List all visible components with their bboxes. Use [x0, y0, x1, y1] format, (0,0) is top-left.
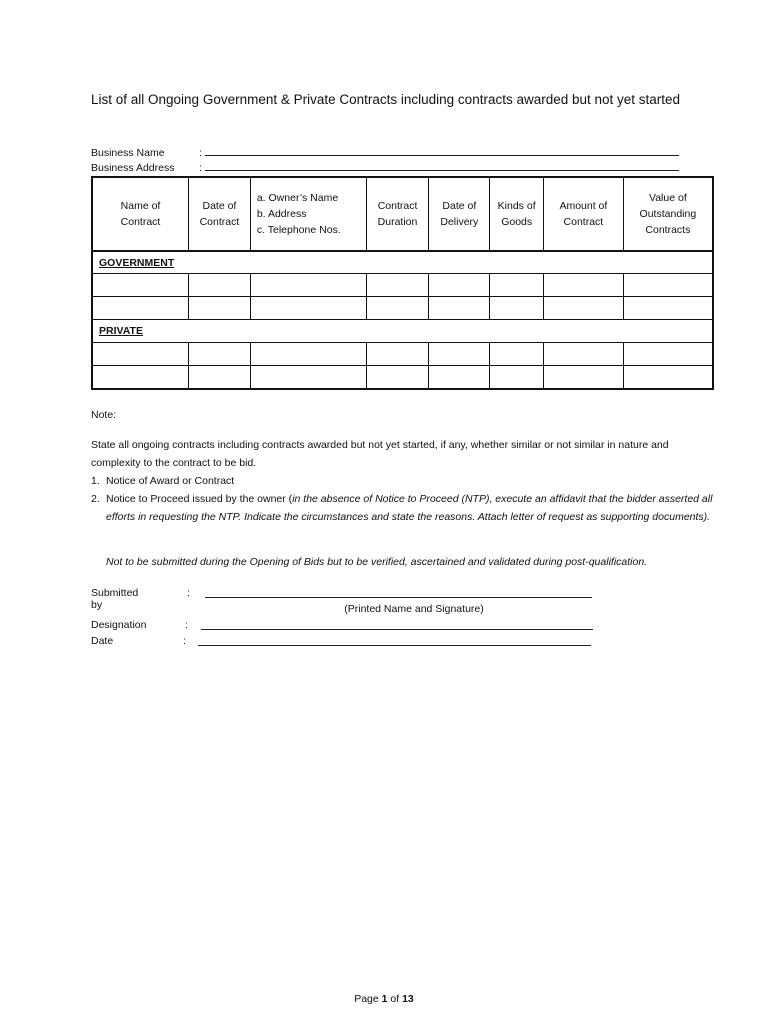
table-cell[interactable]: [250, 342, 366, 365]
header-date-of-delivery: Date of Delivery: [429, 177, 490, 251]
table-cell[interactable]: [250, 297, 366, 320]
date-colon: :: [183, 635, 186, 647]
table-cell[interactable]: [623, 342, 713, 365]
designation-field[interactable]: [201, 619, 593, 630]
designation-label: Designation: [91, 619, 147, 631]
submitted-by-colon: :: [187, 587, 190, 599]
note-final: Not to be submitted during the Opening of Bids but to be verified, ascertained and validated during post-qualification.: [106, 556, 648, 568]
table-cell[interactable]: [429, 297, 490, 320]
table-cell[interactable]: [250, 365, 366, 389]
business-name-colon: :: [199, 147, 202, 159]
table-cell[interactable]: [366, 365, 429, 389]
table-cell[interactable]: [189, 297, 251, 320]
table-cell[interactable]: [92, 365, 189, 389]
header-contract-duration: Contract Duration: [366, 177, 429, 251]
table-cell[interactable]: [92, 274, 189, 297]
submitted-by-field[interactable]: [205, 587, 592, 598]
note-item-1-number: 1.: [91, 475, 100, 487]
table-cell[interactable]: [189, 274, 251, 297]
header-amount-of-contract: Amount of Contract: [544, 177, 624, 251]
section-government-row: [92, 251, 713, 274]
business-name-field[interactable]: [205, 145, 679, 156]
page-of: of: [387, 993, 403, 1005]
note-item-2-number: 2.: [91, 493, 100, 505]
table-cell[interactable]: [92, 297, 189, 320]
header-value-outstanding: Value of Outstanding Contracts: [623, 177, 713, 251]
business-name-row: [91, 145, 679, 159]
table-row: [92, 365, 713, 389]
table-row: [92, 274, 713, 297]
table-cell[interactable]: [189, 342, 251, 365]
table-cell[interactable]: [366, 274, 429, 297]
table-cell[interactable]: [544, 365, 624, 389]
header-kinds-of-goods: Kinds of Goods: [490, 177, 544, 251]
business-address-field[interactable]: [205, 160, 679, 171]
table-cell[interactable]: [429, 365, 490, 389]
contracts-table: [91, 176, 714, 390]
note-item-2: [91, 490, 721, 526]
header-owner-details: a. Owner’s Name b. Address c. Telephone Nos.: [250, 177, 366, 251]
note-item-1: [91, 472, 721, 490]
header-name-of-contract: Name of Contract: [92, 177, 189, 251]
section-private-label: PRIVATE: [92, 320, 713, 342]
submitted-by-label: Submitted by: [91, 587, 139, 611]
table-cell[interactable]: [92, 342, 189, 365]
form-title: List of all Ongoing Government & Private Contracts including contracts awarded but not yet started: [91, 92, 681, 107]
table-cell[interactable]: [250, 274, 366, 297]
note-item-1-text: Notice of Award or Contract: [106, 475, 235, 487]
table-cell[interactable]: [490, 342, 544, 365]
business-name-label: Business Name: [91, 147, 165, 159]
date-label: Date: [91, 635, 114, 647]
table-cell[interactable]: [544, 274, 624, 297]
business-address-label: Business Address: [91, 162, 175, 174]
page-footer: [0, 993, 768, 1005]
table-cell[interactable]: [429, 274, 490, 297]
note-title: Note:: [91, 409, 117, 421]
page-number: 1: [381, 993, 388, 1005]
note-item-2-text: Notice to Proceed issued by the owner (: [106, 493, 293, 505]
section-government-label: GOVERNMENT: [92, 251, 713, 274]
table-cell[interactable]: [623, 297, 713, 320]
table-header-row: [92, 177, 713, 251]
table-cell[interactable]: [366, 297, 429, 320]
note-item-2-italic: in the absence of Notice to Proceed (NTP), execute an affidavit that the bidder asserted all efforts in requesting the NTP. Indicate the circumstances and state the reasons. Attach letter of request as supporting documents).: [106, 493, 713, 523]
table-cell[interactable]: [544, 297, 624, 320]
page-total: 13: [402, 993, 414, 1005]
table-cell[interactable]: [429, 342, 490, 365]
table-cell[interactable]: [490, 365, 544, 389]
table-row: [92, 297, 713, 320]
business-address-colon: :: [199, 162, 202, 174]
note-paragraph: State all ongoing contracts including contracts awarded but not yet started, if any, whether similar or not similar in nature and complexity to the contract to be bid.: [91, 439, 669, 469]
table-cell[interactable]: [490, 297, 544, 320]
page-prefix: Page: [354, 993, 382, 1005]
table-row: [92, 342, 713, 365]
table-cell[interactable]: [623, 274, 713, 297]
table-cell[interactable]: [623, 365, 713, 389]
signature-caption: (Printed Name and Signature): [344, 603, 484, 615]
designation-colon: :: [185, 619, 188, 631]
header-date-of-contract: Date of Contract: [189, 177, 251, 251]
table-cell[interactable]: [366, 342, 429, 365]
table-cell[interactable]: [490, 274, 544, 297]
section-private-row: [92, 320, 713, 342]
note-list: [91, 472, 721, 526]
table-cell[interactable]: [544, 342, 624, 365]
table-cell[interactable]: [189, 365, 251, 389]
date-field[interactable]: [198, 635, 591, 646]
business-address-row: [91, 160, 679, 174]
